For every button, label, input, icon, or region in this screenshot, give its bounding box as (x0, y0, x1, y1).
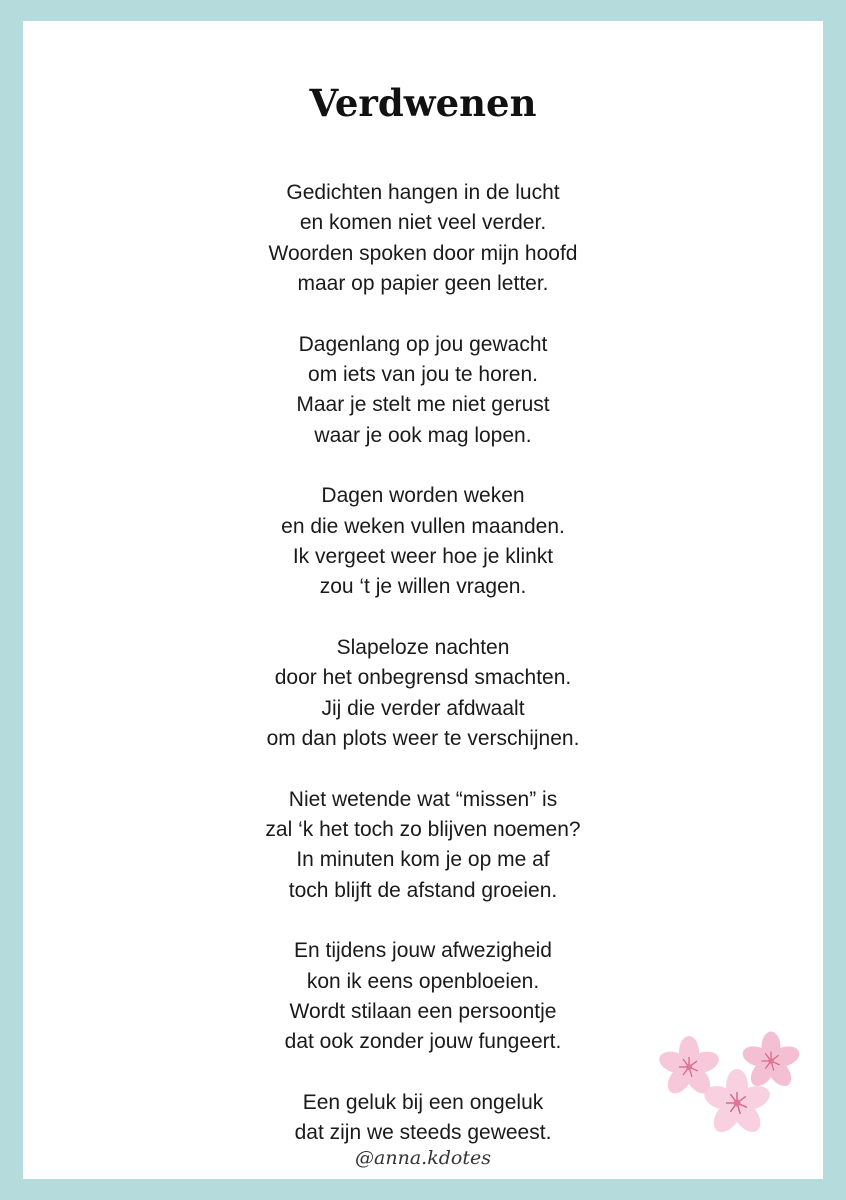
poem-line: om dan plots weer te verschijnen. (266, 726, 580, 750)
stanza (23, 633, 823, 754)
poem-line: En tijdens jouw afwezigheid (294, 939, 552, 963)
poem-line: en die weken vullen maanden. (281, 514, 565, 538)
poem-line: om iets van jou te horen. (308, 362, 538, 386)
poem-line: door het onbegrensd smachten. (274, 666, 572, 690)
poem-line: Maar je stelt me niet gerust (296, 393, 550, 417)
poem-line: en komen niet veel verder. (299, 211, 547, 235)
poem-line: Ik vergeet weer hoe je klinkt (292, 544, 554, 568)
poem-line: Niet wetende wat “missen” is (288, 787, 558, 811)
poem-line: Dagen worden weken (321, 484, 525, 508)
blossom-right (740, 1032, 802, 1091)
poem-line: Een geluk bij een ongeluk (302, 1091, 544, 1115)
cherry-blossom-icon (655, 1025, 805, 1155)
poem-line: Woorden spoken door mijn hoofd (268, 241, 578, 265)
poem-line: Wordt stilaan een persoontje (289, 1000, 557, 1024)
stanza (23, 481, 823, 602)
poem-line: Gedichten hangen in de lucht (286, 181, 560, 204)
page-title: Verdwenen (309, 81, 537, 125)
poem-line: waar je ook mag lopen. (314, 423, 532, 447)
poem-line: Dagenlang op jou gewacht (298, 332, 548, 356)
poem-line: zal ‘k het toch zo blijven noemen? (265, 818, 581, 842)
poem-line: In minuten kom je op me af (296, 848, 550, 872)
author-signature: @anna.kdotes (355, 1147, 491, 1169)
poem-line: Slapeloze nachten (336, 636, 510, 660)
poem-line: dat ook zonder jouw fungeert. (284, 1030, 562, 1054)
poem-line: toch blijft de afstand groeien. (288, 878, 558, 902)
stanza (23, 330, 823, 451)
poem-line: maar op papier geen letter. (297, 271, 549, 295)
poem-line: kon ik eens openbloeien. (306, 969, 540, 993)
poem-page (23, 21, 823, 1179)
stanza (23, 785, 823, 906)
stanza (23, 178, 823, 299)
poem-line: zou ‘t je willen vragen. (319, 575, 527, 599)
poem-line: dat zijn we steeds geweest. (294, 1121, 552, 1145)
poem-line: Jij die verder afdwaalt (321, 696, 525, 720)
